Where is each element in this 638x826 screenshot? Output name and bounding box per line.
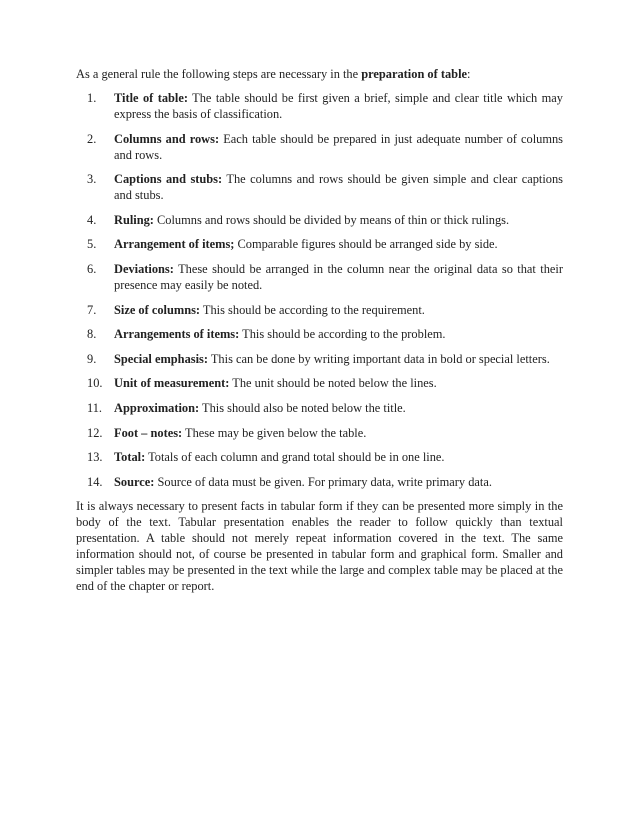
item-term: Source: — [114, 474, 155, 489]
item-text: This should be according to the requirement. — [200, 302, 425, 317]
list-item — [76, 302, 563, 318]
list-item — [76, 261, 563, 293]
item-term: Deviations: — [114, 261, 174, 276]
item-term: Total: — [114, 450, 146, 465]
item-text: This should also be noted below the title. — [199, 400, 406, 415]
item-text: Comparable figures should be arranged side by side. — [234, 237, 498, 252]
intro-emphasis: preparation of table — [361, 67, 468, 81]
item-number: 2. — [87, 131, 97, 146]
item-number: 9. — [87, 351, 97, 366]
item-number: 10. — [87, 376, 103, 391]
item-text: Source of data must be given. For primary data, write primary data. — [154, 474, 492, 489]
list-item — [76, 400, 563, 416]
item-text: The table should be first given a brief, simple and clear title which may express the basis of classification. — [114, 91, 563, 121]
list-item — [76, 326, 563, 342]
item-term: Arrangements of items: — [114, 327, 240, 342]
item-term: Unit of measurement: — [114, 376, 230, 391]
list-item — [76, 90, 563, 122]
intro-paragraph — [76, 66, 563, 82]
steps-list — [76, 90, 563, 490]
list-item — [76, 375, 563, 391]
item-number: 6. — [87, 261, 97, 276]
item-text: These may be given below the table. — [182, 425, 367, 440]
item-text: Each table should be prepared in just adequate number of columns and rows. — [114, 131, 563, 162]
item-number: 4. — [87, 212, 97, 227]
item-term: Approximation: — [114, 400, 200, 415]
item-text: The unit should be noted below the lines. — [229, 376, 437, 391]
item-text: This can be done by writing important data in bold or special letters. — [207, 351, 550, 366]
list-item — [76, 425, 563, 441]
item-number: 7. — [87, 302, 97, 317]
item-term: Arrangement of items; — [114, 237, 235, 252]
item-term: Size of columns: — [114, 302, 201, 317]
item-term: Foot – notes: — [114, 425, 183, 440]
item-term: Title of table: — [114, 91, 188, 105]
list-item — [76, 351, 563, 367]
list-item — [76, 236, 563, 252]
intro-colon: : — [467, 67, 471, 81]
list-item — [76, 474, 563, 490]
item-term: Special emphasis: — [114, 351, 208, 366]
item-text: Totals of each column and grand total should be in one line. — [145, 450, 445, 465]
list-item — [76, 212, 563, 228]
item-term: Columns and rows: — [114, 131, 220, 146]
item-number: 3. — [87, 172, 97, 187]
item-number: 5. — [87, 237, 97, 252]
list-item — [76, 171, 563, 203]
list-item — [76, 131, 563, 163]
intro-text: As a general rule the following steps are necessary in the — [76, 67, 362, 81]
item-term: Captions and stubs: — [114, 172, 223, 187]
closing-paragraph: It is always necessary to present facts in tabular form if they can be presented more simply in the body of the text. Tabular presentation enables the reader to follow quickly than textual presentation. A table should not merely repeat information covered in the text. The same information should not, of course be presented in tabular form and graphical form. Smaller and simpler tables may be presented in the text while the large and complex table may be placed at the end of the chapter or report. — [76, 499, 563, 594]
item-number: 14. — [87, 474, 103, 489]
item-number: 13. — [87, 450, 103, 465]
item-number: 1. — [87, 91, 97, 105]
item-term: Ruling: — [114, 212, 154, 227]
item-number: 8. — [87, 327, 97, 342]
list-item — [76, 449, 563, 465]
item-number: 11. — [87, 400, 103, 415]
item-text: The columns and rows should be given simple and clear captions and stubs. — [114, 172, 563, 203]
item-text: Columns and rows should be divided by means of thin or thick rulings. — [153, 212, 510, 227]
item-text: This should be according to the problem. — [239, 327, 446, 342]
item-number: 12. — [87, 425, 103, 440]
item-text: These should be arranged in the column near the original data so that their presence may easily be noted. — [114, 261, 563, 292]
